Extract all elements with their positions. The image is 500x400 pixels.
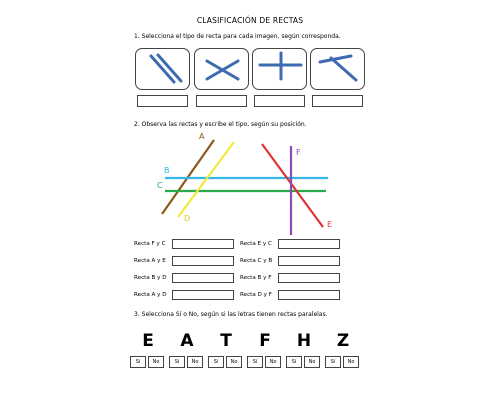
- letter-f: F: [259, 331, 271, 351]
- yes-button-z[interactable]: Sí: [325, 356, 341, 368]
- pair-label-right-3: Recta B y F: [240, 275, 272, 281]
- pair-input-left-4[interactable]: [172, 290, 234, 300]
- pair-label-left-4: Recta A y D: [134, 292, 167, 298]
- letter-e: E: [142, 331, 154, 351]
- pair-input-right-3[interactable]: [278, 273, 340, 283]
- yes-button-a[interactable]: Sí: [169, 356, 185, 368]
- letter-z: Z: [336, 331, 350, 351]
- label-f: F: [296, 148, 301, 157]
- line-e: [262, 144, 323, 227]
- pair-input-left-1[interactable]: [172, 239, 234, 249]
- label-b: B: [164, 166, 170, 175]
- letter-t: T: [220, 331, 232, 351]
- no-button-t[interactable]: No: [226, 356, 242, 368]
- no-button-z[interactable]: No: [343, 356, 359, 368]
- pair-input-left-2[interactable]: [172, 256, 234, 266]
- yes-button-e[interactable]: Sí: [130, 356, 146, 368]
- pair-label-left-3: Recta B y D: [134, 275, 167, 281]
- page-title: CLASIFICACIÓN DE RECTAS: [196, 16, 304, 25]
- pair-input-right-2[interactable]: [278, 256, 340, 266]
- yes-button-h[interactable]: Sí: [286, 356, 302, 368]
- no-button-a[interactable]: No: [187, 356, 203, 368]
- no-button-f[interactable]: No: [265, 356, 281, 368]
- section1-instruction: 1. Selecciona el tipo de recta para cada imagen, según corresponda.: [134, 33, 341, 40]
- pair-label-right-4: Recta D y F: [240, 292, 272, 298]
- label-d: D: [184, 214, 191, 223]
- pair-input-right-1[interactable]: [278, 239, 340, 249]
- yes-button-t[interactable]: Sí: [208, 356, 224, 368]
- pair-input-left-3[interactable]: [172, 273, 234, 283]
- section3-instruction: 3. Selecciona Sí o No, según si las letras tienen rectas paralelas.: [134, 311, 328, 318]
- no-button-h[interactable]: No: [304, 356, 320, 368]
- label-e: E: [327, 220, 333, 229]
- pair-label-right-1: Recta E y C: [240, 241, 272, 247]
- section2-instruction: 2. Observa las rectas y escribe el tipo, según su posición.: [134, 121, 307, 128]
- letter-a: A: [180, 331, 194, 351]
- no-button-e[interactable]: No: [148, 356, 164, 368]
- pair-label-left-2: Recta A y E: [134, 258, 166, 264]
- pair-input-right-4[interactable]: [278, 290, 340, 300]
- label-c: C: [157, 181, 163, 190]
- pair-label-left-1: Recta F y C: [134, 241, 166, 247]
- yes-button-f[interactable]: Sí: [247, 356, 263, 368]
- label-a: A: [199, 132, 205, 141]
- letter-h: H: [296, 331, 312, 351]
- pair-label-right-2: Recta C y B: [240, 258, 273, 264]
